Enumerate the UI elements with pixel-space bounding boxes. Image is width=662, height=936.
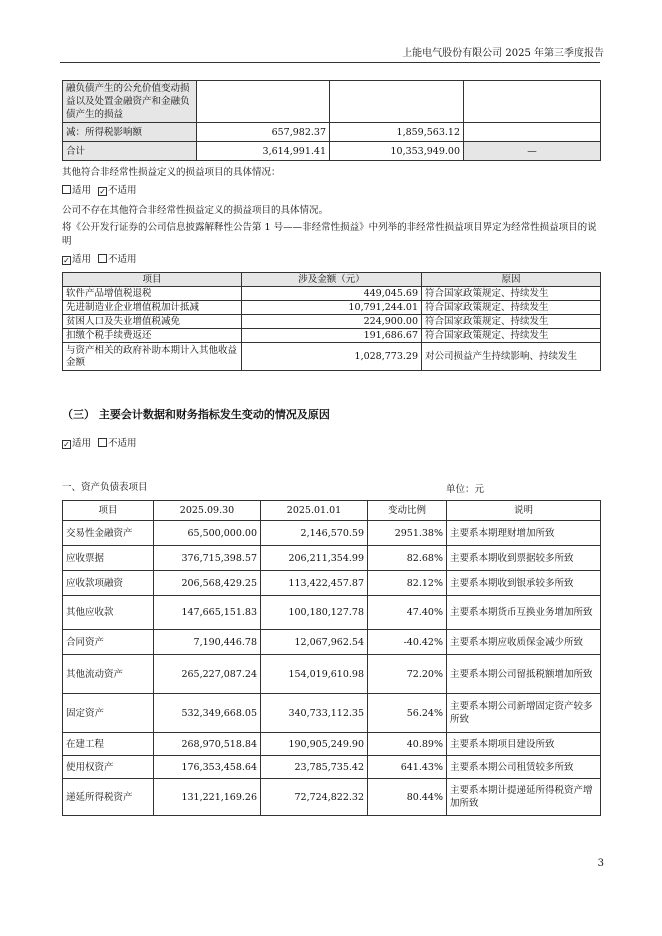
value-cell: 23,785,735.42 [261, 756, 368, 779]
table-row [63, 329, 601, 343]
value-cell: 100,180,127.78 [261, 596, 368, 630]
note-cell: 主要系本期公司留抵税额增加所致 [447, 655, 601, 694]
value-cell: 147,665,151.83 [154, 596, 261, 630]
reason-cell: 符合国家政策规定、持续发生 [422, 287, 601, 301]
value-cell: 265,227,087.24 [154, 655, 261, 694]
header-divider [60, 62, 600, 63]
checkbox-empty-icon [98, 254, 107, 263]
table-row [63, 343, 601, 371]
item-cell: 固定资产 [63, 694, 154, 733]
value-cell: 12,067,962.54 [261, 630, 368, 655]
table-row [63, 81, 601, 123]
table-row [63, 596, 601, 630]
table-row [63, 301, 601, 315]
note-cell: 主要系本期理财增加所致 [447, 521, 601, 546]
value-cell: 340,733,112.35 [261, 694, 368, 733]
non-recurring-table-continued [62, 80, 601, 161]
reason-cell: 对公司损益产生持续影响、持续发生 [422, 343, 601, 371]
row-label: 减：所得税影响额 [63, 123, 197, 142]
item-cell: 递延所得税资产 [63, 779, 154, 816]
amount-cell: 10,791,244.01 [242, 301, 422, 315]
note-cell: 主要系本期项目建设所致 [447, 733, 601, 756]
table-header-row [63, 501, 601, 521]
page-header: 上能电气股份有限公司 2025 年第三季度报告 [402, 48, 604, 59]
item-cell: 贫困人口及失业增值税减免 [63, 315, 242, 329]
value-cell: 154,019,610.98 [261, 655, 368, 694]
ytd-value: 10,353,949.00 [330, 142, 464, 161]
pct-cell: 82.12% [368, 571, 447, 596]
page-number: 3 [597, 858, 604, 869]
reason-cell: 符合国家政策规定、持续发生 [422, 315, 601, 329]
current-value: 657,982.37 [197, 123, 330, 142]
item-cell: 其他流动资产 [63, 655, 154, 694]
note-cell: 主要系本期货币互换业务增加所致 [447, 596, 601, 630]
balance-sheet-changes-table [62, 500, 601, 816]
value-cell: 7,190,446.78 [154, 630, 261, 655]
note-cell: 主要系本期收到银承较多所致 [447, 571, 601, 596]
value-cell: 131,221,169.26 [154, 779, 261, 816]
checkbox-checked-icon: ✓ [99, 187, 106, 196]
item-cell: 合同资产 [63, 630, 154, 655]
item-cell: 在建工程 [63, 733, 154, 756]
value-cell: 113,422,457.87 [261, 571, 368, 596]
checkbox-empty-icon [98, 438, 107, 447]
value-cell: 2,146,570.59 [261, 521, 368, 546]
item-cell: 与资产相关的政府补助本期计入其他收益金额 [63, 343, 242, 371]
pct-cell: -40.42% [368, 630, 447, 655]
applicability-checkboxes-2: ✓ 适用 不适用 [63, 254, 137, 265]
item-cell: 其他应收款 [63, 596, 154, 630]
pct-cell: 40.89% [368, 733, 447, 756]
value-cell: 176,353,458.64 [154, 756, 261, 779]
pct-cell: 56.24% [368, 694, 447, 733]
table-row [63, 123, 601, 142]
item-cell: 应收款项融资 [63, 571, 154, 596]
amount-cell: 449,045.69 [242, 287, 422, 301]
amount-cell: 1,028,773.29 [242, 343, 422, 371]
item-cell: 扣缴个税手续费返还 [63, 329, 242, 343]
item-cell: 使用权资产 [63, 756, 154, 779]
applicability-checkboxes-3: ✓ 适用 不适用 [63, 438, 137, 449]
section-title: （三） 主要会计数据和财务指标发生变动的情况及原因 [62, 408, 330, 421]
row-label: 融负债产生的公允价值变动损益以及处置金融资产和金融负债产生的损益 [63, 81, 197, 123]
table-row [63, 315, 601, 329]
paragraph-reclassification: 将《公开发行证券的公司信息披露解释性公告第 1 号——非经常性损益》中列举的非经常性损益项目界定为经常性损益项目的说明 [62, 222, 597, 247]
note-cell: 主要系本期公司租赁较多所致 [447, 756, 601, 779]
reason-cell: 符合国家政策规定、持续发生 [422, 329, 601, 343]
pct-cell: 80.44% [368, 779, 447, 816]
pct-cell: 82.68% [368, 546, 447, 571]
note-cell [464, 81, 601, 123]
note-cell: 主要系本期计提递延所得税资产增加所致 [447, 779, 601, 816]
table-row [63, 571, 601, 596]
applicability-checkboxes-1: 适用 ✓ 不适用 [62, 184, 137, 198]
value-cell: 65,500,000.00 [154, 521, 261, 546]
header-period-start: 2025.01.01 [261, 501, 368, 521]
pct-cell: 641.43% [368, 756, 447, 779]
checkbox-empty-icon [62, 185, 71, 194]
table-row [63, 733, 601, 756]
value-cell: 72,724,822.32 [261, 779, 368, 816]
table-row [63, 287, 601, 301]
table-row [63, 630, 601, 655]
value-cell: 268,970,518.84 [154, 733, 261, 756]
table-row [63, 546, 601, 571]
pct-cell: 72.20% [368, 655, 447, 694]
paragraph-no-other-items: 公司不存在其他符合非经常性损益定义的损益项目的具体情况。 [62, 205, 329, 216]
note-cell: — [464, 142, 601, 161]
ytd-value [330, 81, 464, 123]
item-cell: 交易性金融资产 [63, 521, 154, 546]
table-row [63, 655, 601, 694]
pct-cell: 2951.38% [368, 521, 447, 546]
paragraph-other-items: 其他符合非经常性损益定义的损益项目的具体情况： [62, 167, 281, 178]
note-cell: 主要系本期应收质保金减少所致 [447, 630, 601, 655]
checkbox-checked-icon: ✓ [63, 440, 70, 449]
checkbox-checked-icon: ✓ [63, 256, 70, 265]
pct-cell: 47.40% [368, 596, 447, 630]
header-item: 项目 [63, 273, 242, 287]
item-cell: 先进制造业企业增值税加计抵减 [63, 301, 242, 315]
header-item: 项目 [63, 501, 154, 521]
value-cell: 190,905,249.90 [261, 733, 368, 756]
value-cell: 206,568,429.25 [154, 571, 261, 596]
item-cell: 应收票据 [63, 546, 154, 571]
value-cell: 206,211,354.99 [261, 546, 368, 571]
current-value: 3,614,991.41 [197, 142, 330, 161]
header-note: 说明 [447, 501, 601, 521]
header-reason: 原因 [422, 273, 601, 287]
value-cell: 376,715,398.57 [154, 546, 261, 571]
row-label: 合计 [63, 142, 197, 161]
note-cell: 主要系本期收到票据较多所致 [447, 546, 601, 571]
header-change-pct: 变动比例 [368, 501, 447, 521]
unit-label: 单位：元 [446, 484, 485, 495]
note-cell: 主要系本期公司新增固定资产较多所致 [447, 694, 601, 733]
table-header-row [63, 273, 601, 287]
note-cell [464, 123, 601, 142]
reclassified-items-table [62, 272, 601, 371]
header-amount: 涉及金额（元） [242, 273, 422, 287]
ytd-value: 1,859,563.12 [330, 123, 464, 142]
subsection-title: 一、资产负债表项目 [62, 482, 148, 493]
header-period-end: 2025.09.30 [154, 501, 261, 521]
amount-cell: 191,686.67 [242, 329, 422, 343]
amount-cell: 224,900.00 [242, 315, 422, 329]
table-row [63, 142, 601, 161]
table-row [63, 694, 601, 733]
item-cell: 软件产品增值税退税 [63, 287, 242, 301]
table-row [63, 756, 601, 779]
table-row [63, 779, 601, 816]
table-row [63, 521, 601, 546]
value-cell: 532,349,668.05 [154, 694, 261, 733]
current-value [197, 81, 330, 123]
reason-cell: 符合国家政策规定、持续发生 [422, 301, 601, 315]
